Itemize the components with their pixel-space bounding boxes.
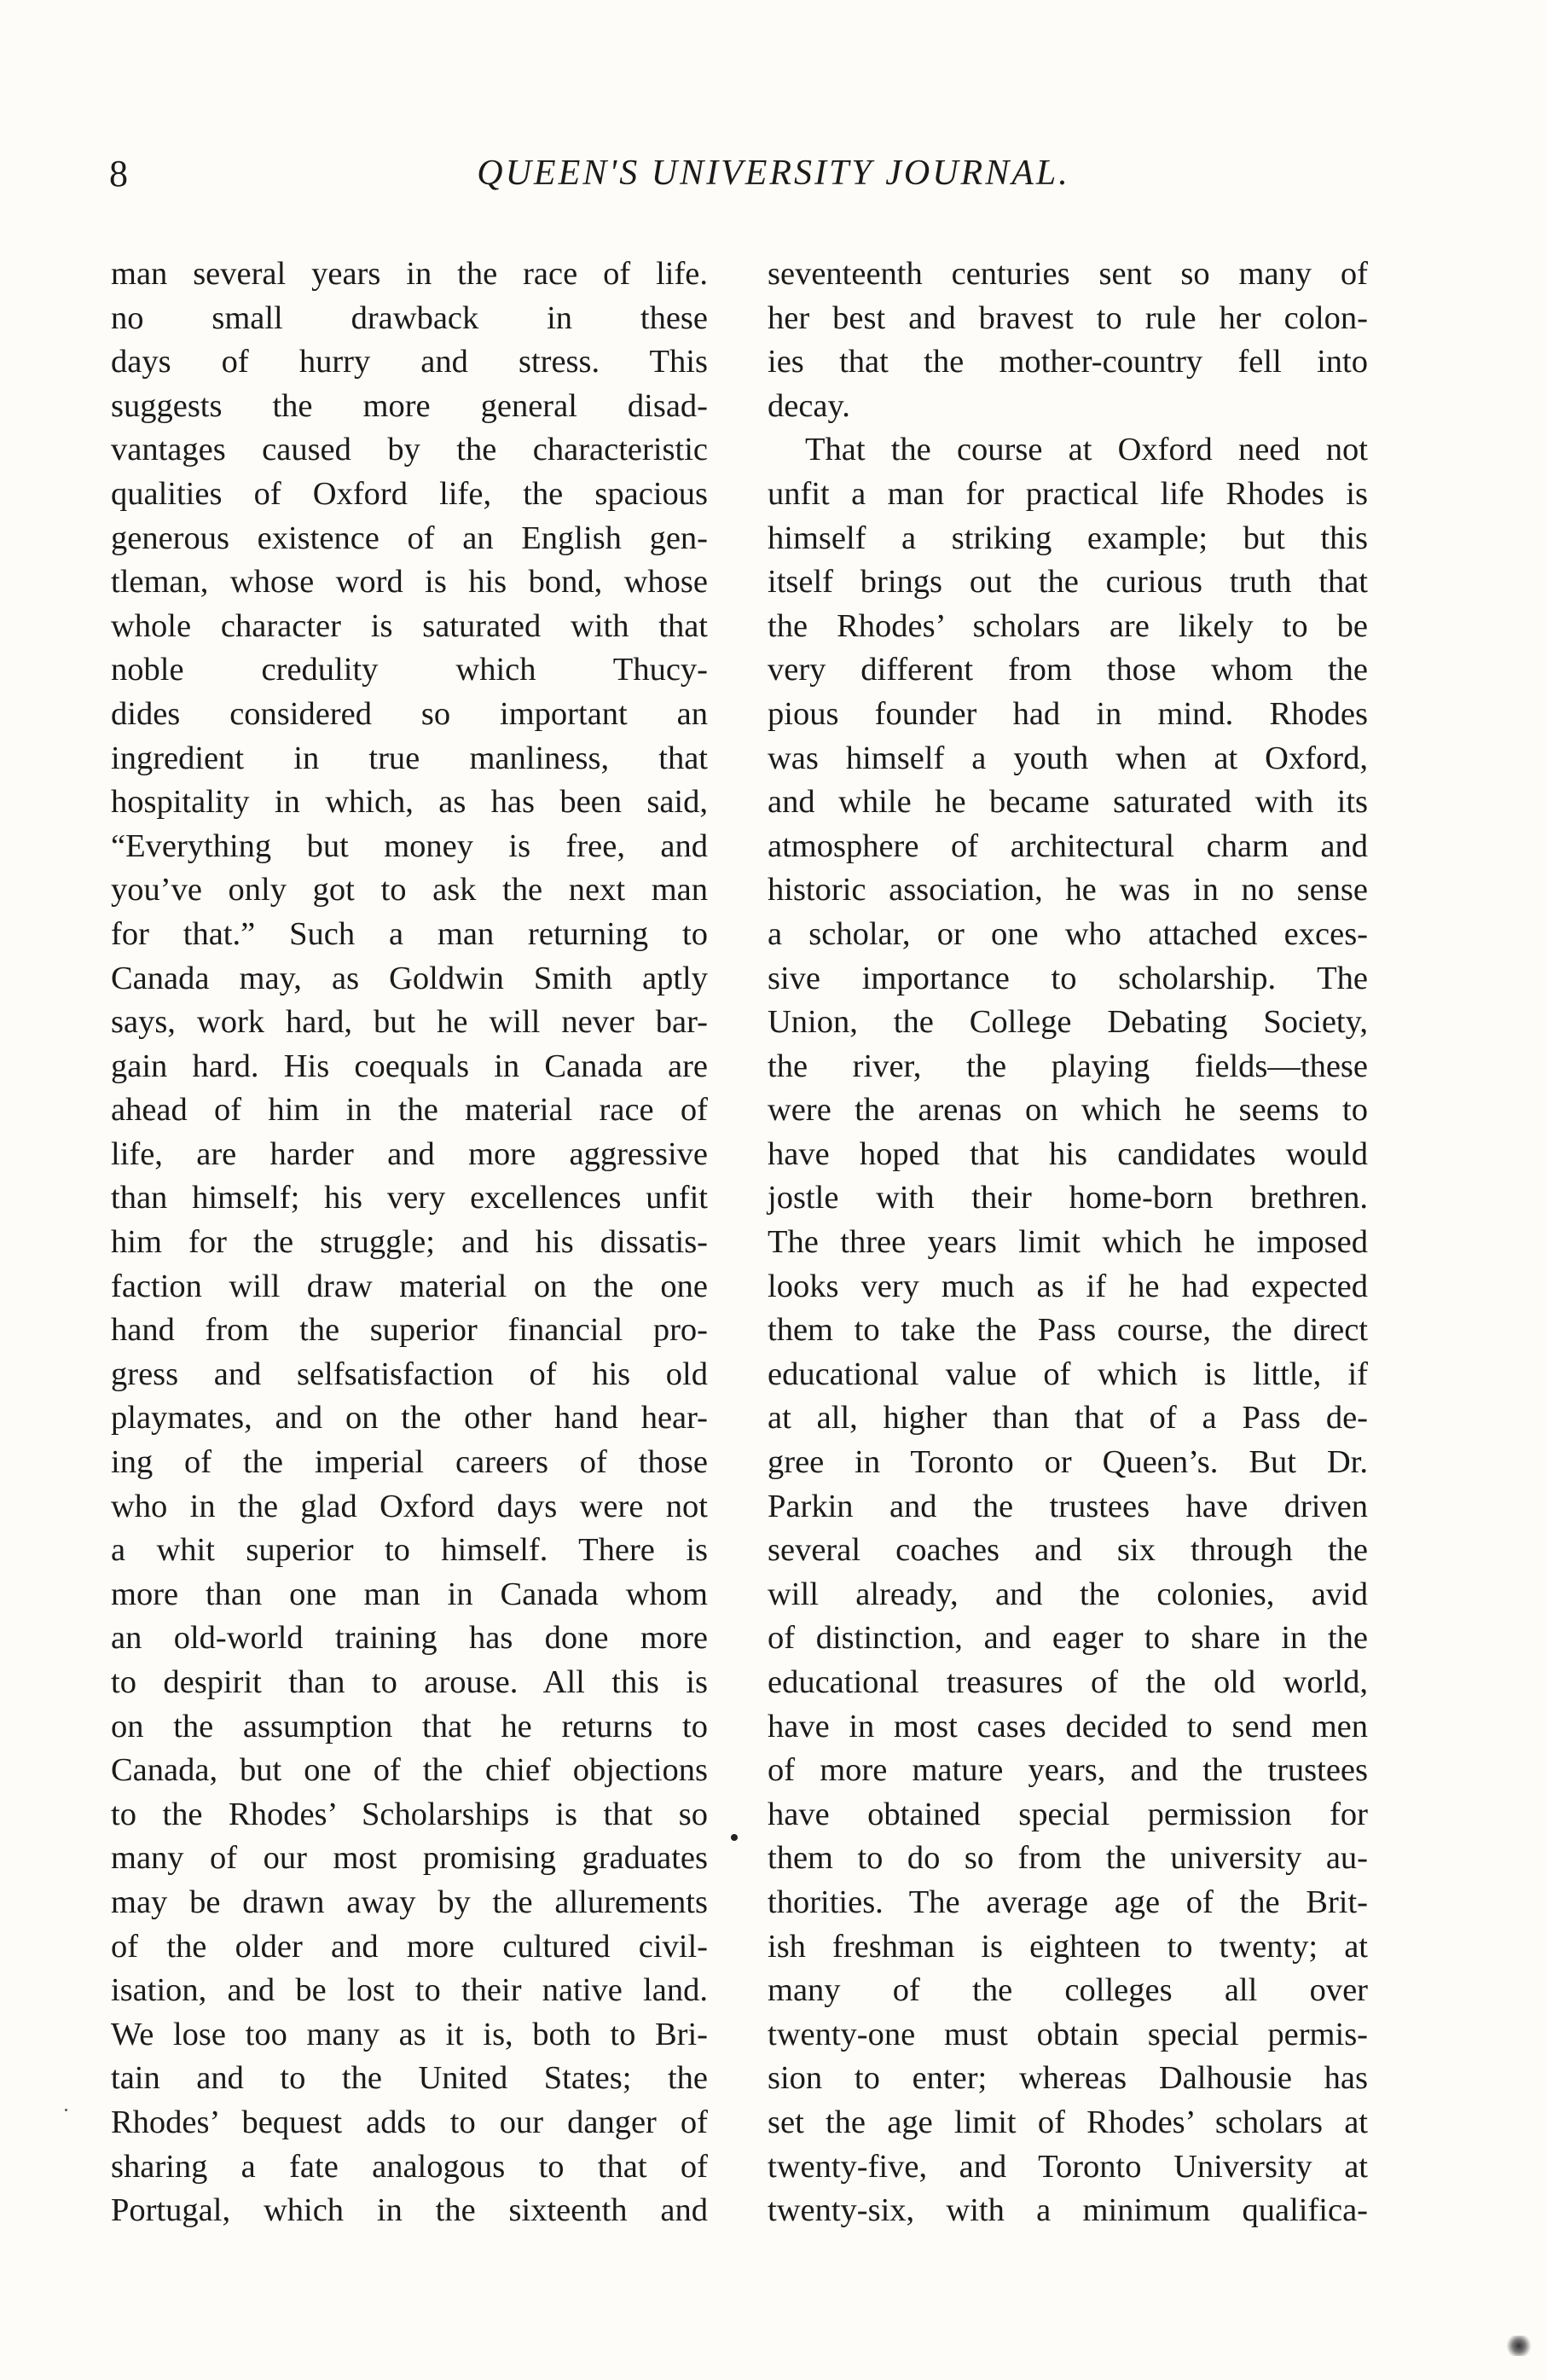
- left-column: [111, 253, 708, 2233]
- text-line: more than one man in Canada whom: [111, 1576, 708, 1612]
- text-line: you’ve only got to ask the next man: [111, 872, 708, 908]
- text-line: at all, higher than that of a Pass de-: [768, 1400, 1368, 1437]
- text-line: ingredient in true manliness, that: [111, 740, 708, 776]
- text-line: many of the colleges all over: [768, 1972, 1368, 2009]
- text-line: whole character is saturated with that: [111, 607, 708, 644]
- text-line: and while he became saturated with its: [768, 784, 1368, 821]
- text-line: faction will draw material on the one: [111, 1268, 708, 1304]
- text-line: twenty-one must obtain special permis-: [768, 2016, 1368, 2052]
- text-line: pious founder had in mind. Rhodes: [768, 695, 1368, 732]
- text-line: her best and bravest to rule her colon-: [768, 299, 1368, 336]
- text-line: of more mature years, and the trustees: [768, 1752, 1368, 1789]
- text-line: seventeenth centuries sent so many of: [768, 256, 1368, 292]
- text-line: thorities. The average age of the Brit-: [768, 1884, 1368, 1920]
- margin-speck: [65, 2109, 67, 2111]
- text-line: no small drawback in these: [111, 299, 708, 336]
- text-line: says, work hard, but he will never bar-: [111, 1004, 708, 1041]
- text-line: dides considered so important an: [111, 695, 708, 732]
- text-line: qualities of Oxford life, the spacious: [111, 475, 708, 512]
- text-line: them to do so from the university au-: [768, 1840, 1368, 1877]
- text-line: him for the struggle; and his dissatis-: [111, 1224, 708, 1261]
- text-line: hospitality in which, as has been said,: [111, 784, 708, 821]
- text-line: Portugal, which in the sixteenth and: [111, 2192, 708, 2229]
- text-line: unfit a man for practical life Rhodes is: [768, 475, 1368, 512]
- text-line: sive importance to scholarship. The: [768, 960, 1368, 996]
- text-line: them to take the Pass course, the direct: [768, 1312, 1368, 1349]
- text-line: the Rhodes’ scholars are likely to be: [768, 607, 1368, 644]
- text-line: life, are harder and more aggressive: [111, 1135, 708, 1172]
- text-line: many of our most promising graduates: [111, 1840, 708, 1877]
- text-line: for that.” Such a man returning to: [111, 915, 708, 952]
- text-line: Rhodes’ bequest adds to our danger of: [111, 2104, 708, 2140]
- right-column: [768, 253, 1368, 2233]
- text-line: have hoped that his candidates would: [768, 1135, 1368, 1172]
- text-line: the river, the playing fields—these: [768, 1048, 1368, 1084]
- text-line: gain hard. His coequals in Canada are: [111, 1048, 708, 1084]
- text-line: himself a striking example; but this: [768, 520, 1368, 556]
- text-line: ing of the imperial careers of those: [111, 1444, 708, 1481]
- text-line: sion to enter; whereas Dalhousie has: [768, 2060, 1368, 2097]
- text-line: sharing a fate analogous to that of: [111, 2148, 708, 2185]
- text-line: several coaches and six through the: [768, 1532, 1368, 1569]
- text-line: will already, and the colonies, avid: [768, 1576, 1368, 1612]
- text-line: The three years limit which he imposed: [768, 1224, 1368, 1261]
- text-line: have in most cases decided to send men: [768, 1708, 1368, 1744]
- text-line: educational value of which is little, if: [768, 1355, 1368, 1392]
- text-line: jostle with their home-born brethren.: [768, 1180, 1368, 1216]
- text-line: That the course at Oxford need not: [805, 432, 1368, 468]
- text-line: educational treasures of the old world,: [768, 1664, 1368, 1700]
- text-line: were the arenas on which he seems to: [768, 1092, 1368, 1129]
- text-line: ies that the mother-country fell into: [768, 344, 1368, 380]
- text-line: to despirit than to arouse. All this is: [111, 1664, 708, 1700]
- text-line: set the age limit of Rhodes’ scholars at: [768, 2104, 1368, 2140]
- text-line: twenty-six, with a minimum qualifica-: [768, 2192, 1368, 2229]
- text-line: “Everything but money is free, and: [111, 827, 708, 864]
- running-head: QUEEN'S UNIVERSITY JOURNAL.: [477, 154, 1070, 193]
- text-line: playmates, and on the other hand hear-: [111, 1400, 708, 1437]
- text-line: an old-world training has done more: [111, 1620, 708, 1657]
- text-line: Parkin and the trustees have driven: [768, 1488, 1368, 1524]
- text-line: Union, the College Debating Society,: [768, 1004, 1368, 1041]
- text-line: tleman, whose word is his bond, whose: [111, 564, 708, 601]
- text-line: have obtained special permission for: [768, 1796, 1368, 1832]
- text-line: itself brings out the curious truth that: [768, 564, 1368, 601]
- text-line: days of hurry and stress. This: [111, 344, 708, 380]
- text-line: We lose too many as it is, both to Bri-: [111, 2016, 708, 2052]
- text-line: of the older and more cultured civil-: [111, 1928, 708, 1965]
- corner-smudge: [1504, 2336, 1533, 2356]
- text-line: suggests the more general disad-: [111, 387, 708, 424]
- text-line: atmosphere of architectural charm and: [768, 827, 1368, 864]
- text-line: hand from the superior financial pro-: [111, 1312, 708, 1349]
- text-line: very different from those whom the: [768, 652, 1368, 688]
- page-number: 8: [109, 153, 128, 194]
- margin-dot: [731, 1834, 738, 1841]
- text-line: gree in Toronto or Queen’s. But Dr.: [768, 1444, 1368, 1481]
- text-line: ish freshman is eighteen to twenty; at: [768, 1928, 1368, 1965]
- text-line: gress and selfsatisfaction of his old: [111, 1355, 708, 1392]
- text-line: generous existence of an English gen-: [111, 520, 708, 556]
- text-line: noble credulity which Thucy-: [111, 652, 708, 688]
- text-line: to the Rhodes’ Scholarships is that so: [111, 1796, 708, 1832]
- text-line: isation, and be lost to their native land.: [111, 1972, 708, 2009]
- text-line: looks very much as if he had expected: [768, 1268, 1368, 1304]
- text-line: than himself; his very excellences unfit: [111, 1180, 708, 1216]
- text-line: a scholar, or one who attached exces-: [768, 915, 1368, 952]
- text-line: vantages caused by the characteristic: [111, 432, 708, 468]
- text-line: Canada may, as Goldwin Smith aptly: [111, 960, 708, 996]
- text-line: a whit superior to himself. There is: [111, 1532, 708, 1569]
- text-line: of distinction, and eager to share in the: [768, 1620, 1368, 1657]
- text-line: ahead of him in the material race of: [111, 1092, 708, 1129]
- text-line: twenty-five, and Toronto University at: [768, 2148, 1368, 2185]
- text-line: on the assumption that he returns to: [111, 1708, 708, 1744]
- text-line: Canada, but one of the chief objections: [111, 1752, 708, 1789]
- text-line: decay.: [768, 387, 850, 424]
- text-line: man several years in the race of life.: [111, 256, 708, 292]
- text-line: tain and to the United States; the: [111, 2060, 708, 2097]
- text-line: historic association, he was in no sense: [768, 872, 1368, 908]
- text-line: who in the glad Oxford days were not: [111, 1488, 708, 1524]
- text-line: may be drawn away by the allurements: [111, 1884, 708, 1920]
- text-line: was himself a youth when at Oxford,: [768, 740, 1368, 776]
